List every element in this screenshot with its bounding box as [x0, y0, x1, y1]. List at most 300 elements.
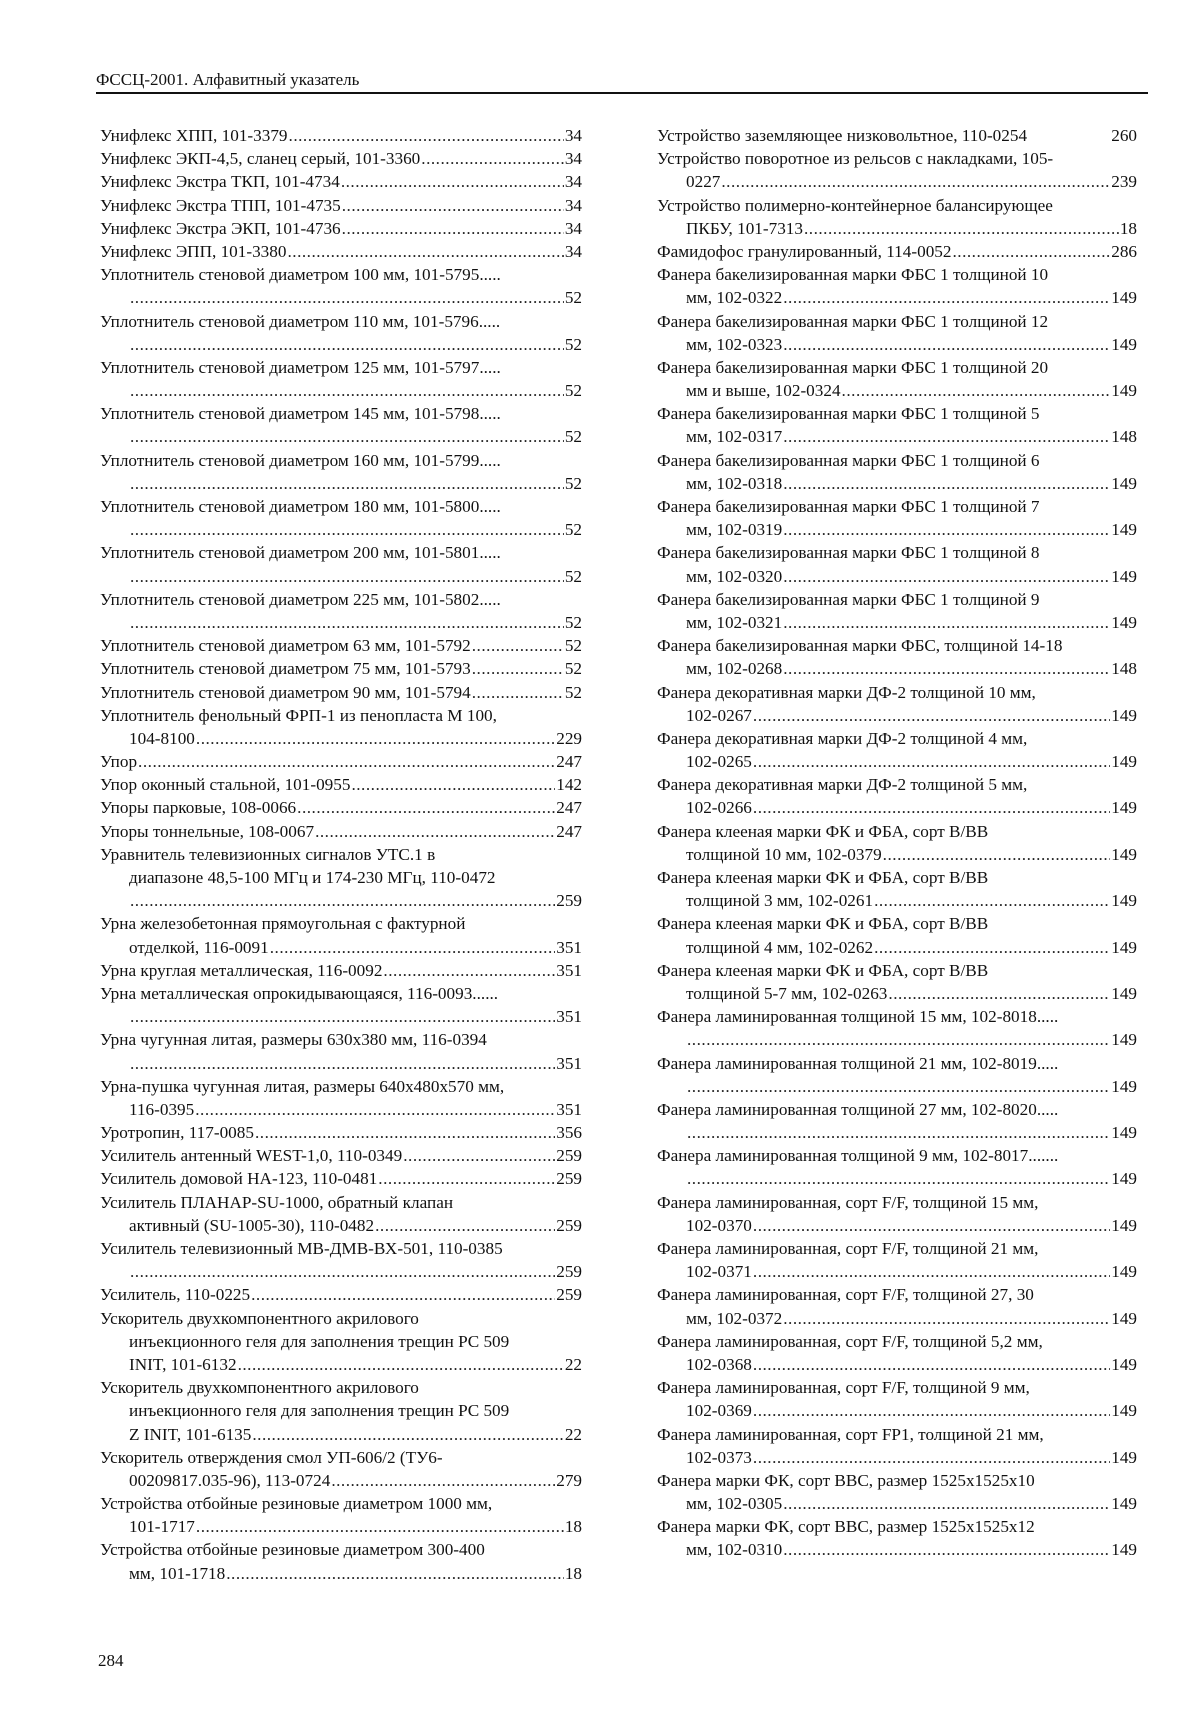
index-entry-line: [100, 704, 582, 727]
index-entry: [100, 240, 582, 263]
index-entry: [657, 1144, 1137, 1190]
index-entry-text: 0227: [686, 172, 721, 192]
index-page-ref: 247: [556, 798, 582, 818]
index-entry-line: [657, 170, 1137, 193]
index-entry-text: Фанера марки ФК, сорт ВВС, размер 1525х1525х12: [657, 1517, 1035, 1537]
index-entry: [100, 124, 582, 147]
index-entry-text: Фанера ламинированная толщиной 15 мм, 102-8018.....: [657, 1007, 1059, 1027]
index-entry-text: Усилитель телевизионный МВ-ДМВ-ВХ-501, 110-0385: [100, 1239, 503, 1258]
index-page-ref: 34: [564, 126, 582, 145]
dot-leader: [130, 1005, 555, 1028]
index-page-ref: 52: [564, 334, 582, 354]
index-entry: [657, 310, 1137, 356]
index-entry: [657, 959, 1137, 1005]
dot-leader: [874, 889, 1110, 912]
index-entry-text: Уплотнитель стеновой диаметром 110 мм, 101-5796.....: [100, 311, 501, 331]
index-entry-line: [657, 912, 1137, 935]
dot-leader: [472, 634, 564, 657]
index-entry-text: Уротропин, 117-0085: [100, 1123, 254, 1143]
index-entry-text: мм и выше, 102-0324: [686, 381, 841, 401]
index-entry-text: Фамидофос гранулированный, 114-0052: [657, 241, 952, 261]
index-entry-line: [100, 1005, 582, 1028]
index-entry: [657, 240, 1137, 263]
index-entry-text: Фанера бакелизированная марки ФБС 1 толщиной 5: [657, 404, 1040, 424]
index-entry-line: [657, 425, 1137, 448]
index-entry-text: Унифлекс ХПП, 101-3379: [100, 126, 288, 145]
dot-leader: [783, 472, 1110, 495]
index-entry: [100, 588, 582, 634]
index-entry-text: 102-0369: [686, 1401, 752, 1421]
index-page-ref: 149: [1111, 1494, 1137, 1514]
index-page-ref: 149: [1111, 1076, 1137, 1096]
index-entry-line: [657, 796, 1137, 819]
dot-leader: [888, 982, 1110, 1005]
index-entry-line: [657, 147, 1137, 170]
index-entry: [100, 495, 582, 541]
index-page-ref: 18: [1119, 218, 1137, 238]
index-entry-line: [657, 1399, 1137, 1422]
dot-leader: [130, 379, 564, 402]
index-entry-text: Фанера декоративная марки ДФ-2 толщиной 10 мм,: [657, 682, 1036, 702]
index-page-ref: 34: [564, 241, 582, 261]
index-entry-line: [657, 1515, 1137, 1538]
dot-leader: [804, 217, 1119, 240]
dot-leader: [130, 286, 564, 309]
index-entry-text: Фанера ламинированная, сорт F/F, толщиной 21 мм,: [657, 1239, 1039, 1258]
index-entry-line: [100, 1121, 582, 1144]
index-entry: [100, 796, 582, 819]
dot-leader: [238, 1353, 564, 1376]
index-entry-text: Фанера ламинированная толщиной 9 мм, 102-8017.......: [657, 1146, 1059, 1166]
index-entry-line: [657, 681, 1137, 704]
index-entry-line: [657, 1167, 1137, 1190]
index-entry: [100, 541, 582, 587]
dot-leader: [753, 704, 1110, 727]
index-entry: [657, 147, 1137, 193]
index-page-ref: 149: [1111, 1354, 1137, 1374]
dot-leader: [783, 425, 1110, 448]
dot-leader: [342, 217, 564, 240]
index-entry: [100, 750, 582, 773]
dot-leader: [255, 1121, 555, 1144]
index-page-ref: 52: [564, 381, 582, 401]
dot-leader: [753, 1399, 1110, 1422]
index-entry-line: [100, 240, 582, 263]
index-entry-text: толщиной 3 мм, 102-0261: [686, 891, 874, 911]
index-entry: [657, 866, 1137, 912]
index-page-ref: 149: [1111, 1308, 1137, 1328]
index-page-ref: 52: [564, 427, 582, 447]
index-entry: [100, 194, 582, 217]
index-entry: [100, 634, 582, 657]
index-entry-text: мм, 102-0317: [686, 427, 783, 447]
index-entry: [100, 402, 582, 448]
index-entry-text: Устройство заземляющее низковольтное, 110-0254: [657, 126, 1028, 145]
index-entry-line: [657, 1446, 1137, 1469]
index-page-ref: 149: [1111, 844, 1137, 864]
index-entry-line: [657, 1052, 1137, 1075]
index-entry-line: [100, 1191, 582, 1214]
index-page-ref: 149: [1111, 983, 1137, 1003]
dot-leader: [342, 194, 564, 217]
index-entry-text: Уравнитель телевизионных сигналов УТС.1 в: [100, 844, 436, 864]
dot-leader: [226, 1562, 564, 1585]
index-entry-text: 102-0266: [686, 798, 752, 818]
index-page-ref: 18: [564, 1517, 582, 1537]
index-entry-line: [657, 866, 1137, 889]
index-entry-text: Урна железобетонная прямоугольная с фактурной: [100, 914, 466, 934]
index-entry: [100, 170, 582, 193]
index-entry-line: [657, 1121, 1137, 1144]
index-entry-line: [100, 796, 582, 819]
index-entry-line: [100, 912, 582, 935]
dot-leader: [472, 681, 564, 704]
index-page-ref: 259: [556, 1215, 582, 1235]
index-entry-text: Уплотнитель стеновой диаметром 145 мм, 101-5798.....: [100, 404, 501, 424]
index-entry-text: Унифлекс Экстра ТПП, 101-4735: [100, 195, 341, 215]
dot-leader: [753, 796, 1110, 819]
index-page-ref: 52: [564, 473, 582, 493]
index-entry: [657, 495, 1137, 541]
index-entry: [657, 912, 1137, 958]
index-entry-line: [100, 1330, 582, 1353]
index-entry: [657, 194, 1137, 240]
dot-leader: [783, 518, 1110, 541]
index-entry-line: [100, 565, 582, 588]
index-page-ref: 142: [556, 775, 582, 795]
index-page-ref: 149: [1111, 1030, 1137, 1050]
index-page-ref: 356: [556, 1123, 582, 1143]
index-entry-text: 102-0267: [686, 705, 752, 725]
index-entry-text: Ускоритель двухкомпонентного акрилового: [100, 1378, 419, 1398]
index-entry-text: Фанера бакелизированная марки ФБС 1 толщиной 9: [657, 589, 1040, 609]
index-entry-text: мм, 102-0305: [686, 1494, 783, 1514]
index-entry-line: [657, 820, 1137, 843]
index-entry-text: мм, 102-0320: [686, 566, 783, 586]
index-entry-text: Урна чугунная литая, размеры 630х380 мм, 116-0394: [100, 1030, 487, 1050]
index-entry-text: Фанера декоративная марки ДФ-2 толщиной 5 мм,: [657, 775, 1028, 795]
index-entry-text: Уплотнитель стеновой диаметром 75 мм, 101-5793: [100, 659, 471, 679]
dot-leader: [195, 1098, 555, 1121]
index-entry: [100, 310, 582, 356]
index-entry-text: Фанера бакелизированная марки ФБС 1 толщиной 10: [657, 265, 1049, 285]
index-entry: [100, 1376, 582, 1446]
index-entry-text: мм, 102-0322: [686, 288, 783, 308]
index-entry-text: Ускоритель отверждения смол УП-606/2 (ТУ6-: [100, 1447, 443, 1467]
index-entry-text: 104-8100: [129, 728, 195, 748]
dot-leader: [130, 1260, 555, 1283]
index-page-ref: 52: [564, 682, 582, 702]
dot-leader: [341, 170, 564, 193]
index-entry-line: [100, 1353, 582, 1376]
index-entry: [100, 1144, 582, 1167]
index-entry-text: 00209817.035-96), 113-0724: [129, 1470, 331, 1490]
index-entry-text: толщиной 5-7 мм, 102-0263: [686, 983, 888, 1003]
index-entry-line: [100, 1446, 582, 1469]
index-entry-line: [657, 356, 1137, 379]
index-entry-text: Уплотнитель стеновой диаметром 125 мм, 101-5797.....: [100, 357, 501, 377]
dot-leader: [375, 1214, 555, 1237]
index-entry-text: Фанера бакелизированная марки ФБС 1 толщиной 20: [657, 357, 1049, 377]
index-page-ref: 149: [1111, 1123, 1137, 1143]
index-entry-line: [657, 1423, 1137, 1446]
index-entry-line: [657, 1330, 1137, 1353]
dot-leader: [753, 750, 1110, 773]
index-entry-line: [100, 1144, 582, 1167]
index-page-ref: 259: [556, 891, 582, 911]
index-page-ref: 351: [556, 1099, 582, 1119]
page-number: 284: [98, 1651, 124, 1670]
index-page-ref: 149: [1111, 1169, 1137, 1189]
dot-leader: [783, 657, 1110, 680]
index-entry-text: 116-0395: [129, 1099, 195, 1119]
index-entry-line: [657, 1191, 1137, 1214]
dot-leader: [783, 1492, 1110, 1515]
index-entry-line: [657, 1538, 1137, 1561]
dot-leader: [783, 1307, 1110, 1330]
index-entry-text: 102-0265: [686, 752, 752, 772]
index-entry: [100, 1121, 582, 1144]
index-entry-text: Устройство полимерно-контейнерное балансирующее: [657, 195, 1053, 215]
index-page-ref: 52: [564, 288, 582, 308]
index-entry-line: [657, 1214, 1137, 1237]
index-entry-line: [100, 1028, 582, 1051]
index-entry-text: Устройства отбойные резиновые диаметром 300-400: [100, 1540, 485, 1560]
dot-leader: [251, 1283, 555, 1306]
dot-leader: [138, 750, 555, 773]
index-entry-line: [657, 240, 1137, 263]
index-entry-line: [657, 449, 1137, 472]
index-page-ref: 34: [564, 195, 582, 215]
index-entry-text: Уплотнитель стеновой диаметром 225 мм, 101-5802.....: [100, 589, 501, 609]
index-entry-line: [657, 379, 1137, 402]
index-page-ref: 149: [1111, 752, 1137, 772]
index-entry-text: Фанера бакелизированная марки ФБС 1 толщиной 6: [657, 450, 1040, 470]
index-entry-line: [100, 820, 582, 843]
dot-leader: [783, 565, 1110, 588]
dot-leader: [287, 240, 563, 263]
index-entry: [657, 1515, 1137, 1561]
index-entry: [657, 1052, 1137, 1098]
index-entry-text: Фанера ламинированная, сорт F/F, толщиной 27, 30: [657, 1285, 1034, 1305]
index-entry-line: [100, 147, 582, 170]
index-entry-text: мм, 102-0319: [686, 520, 783, 540]
dot-leader: [721, 170, 1110, 193]
dot-leader: [687, 1028, 1110, 1051]
index-entry-line: [100, 310, 582, 333]
index-entry-line: [657, 588, 1137, 611]
index-page-ref: 259: [556, 1146, 582, 1166]
index-entry-text: Унифлекс Экстра ТКП, 101-4734: [100, 172, 340, 192]
index-entry-line: [100, 356, 582, 379]
dot-leader: [252, 1423, 563, 1446]
index-page-ref: 148: [1111, 659, 1137, 679]
dot-leader: [383, 959, 555, 982]
index-page-ref: 52: [564, 566, 582, 586]
index-entry-text: Упоры тоннельные, 108-0067: [100, 821, 315, 841]
dot-leader: [315, 820, 555, 843]
index-entry-line: [657, 634, 1137, 657]
index-entry-text: мм, 102-0310: [686, 1540, 783, 1560]
index-entry-text: Урна металлическая опрокидывающаяся, 116-0093......: [100, 983, 499, 1003]
index-entry-line: [657, 1028, 1137, 1051]
index-entry: [657, 356, 1137, 402]
index-page-ref: 149: [1111, 705, 1137, 725]
index-page-ref: 22: [564, 1354, 582, 1374]
index-entry: [100, 773, 582, 796]
index-entry-text: 102-0370: [686, 1215, 752, 1235]
index-entry-text: Уплотнитель фенольный ФРП-1 из пенопласта М 100,: [100, 705, 497, 725]
index-entry-text: мм, 102-0323: [686, 334, 783, 354]
index-entry-line: [657, 982, 1137, 1005]
index-entry-line: [100, 472, 582, 495]
index-entry: [100, 1237, 582, 1283]
index-page-ref: 149: [1111, 1447, 1137, 1467]
index-entry-line: [100, 1075, 582, 1098]
index-entry-line: [100, 1469, 582, 1492]
index-page-ref: 52: [564, 636, 582, 656]
dot-leader: [687, 1167, 1110, 1190]
running-header: ФССЦ-2001. Алфавитный указатель: [96, 70, 360, 89]
index-page-ref: 351: [556, 1053, 582, 1073]
index-entry-line: [100, 750, 582, 773]
index-entry-line: [100, 286, 582, 309]
left-index-column: [100, 124, 582, 1585]
index-page-ref: 52: [564, 659, 582, 679]
index-entry-line: [100, 194, 582, 217]
index-page-ref: 149: [1111, 798, 1137, 818]
index-entry-text: 102-0373: [686, 1447, 752, 1467]
index-entry-line: [100, 379, 582, 402]
index-entry: [100, 1283, 582, 1306]
index-entry: [100, 704, 582, 750]
index-entry: [657, 1330, 1137, 1376]
index-entry: [100, 1167, 582, 1190]
dot-leader: [130, 1052, 555, 1075]
dot-leader: [472, 657, 564, 680]
index-entry-text: Фанера ламинированная, сорт FP1, толщиной 21 мм,: [657, 1424, 1044, 1444]
index-entry: [657, 1423, 1137, 1469]
dot-leader: [952, 240, 1110, 263]
dot-leader: [196, 727, 555, 750]
dot-leader: [753, 1353, 1110, 1376]
index-entry: [100, 657, 582, 680]
index-page-ref: 149: [1111, 1215, 1137, 1235]
index-entry-line: [657, 1144, 1137, 1167]
index-entry-text: Фанера ламинированная, сорт F/F, толщиной 15 мм,: [657, 1192, 1039, 1212]
index-entry-text: Фанера клееная марки ФК и ФБА, сорт В/ВВ: [657, 914, 989, 934]
index-page-ref: 259: [556, 1169, 582, 1189]
index-page-ref: 351: [556, 937, 582, 957]
index-entry-line: [100, 1098, 582, 1121]
dot-leader: [753, 1260, 1110, 1283]
index-entry-text: Унифлекс Экстра ЭКП, 101-4736: [100, 218, 341, 238]
index-entry-text: Фанера декоративная марки ДФ-2 толщиной 4 мм,: [657, 728, 1028, 748]
dot-leader: [130, 472, 564, 495]
index-entry: [100, 959, 582, 982]
dot-leader: [403, 1144, 555, 1167]
index-page-ref: 149: [1111, 381, 1137, 401]
index-entry-line: [657, 889, 1137, 912]
index-entry-line: [100, 124, 582, 147]
index-entry-line: [657, 310, 1137, 333]
index-entry-text: Уплотнитель стеновой диаметром 100 мм, 101-5795.....: [100, 265, 501, 285]
index-entry-text: Урна круглая металлическая, 116-0092: [100, 960, 383, 980]
index-entry-line: [100, 889, 582, 912]
index-entry-line: [100, 1283, 582, 1306]
index-entry-line: [657, 518, 1137, 541]
index-page-ref: 259: [556, 1285, 582, 1305]
index-entry-line: [100, 1399, 582, 1422]
dot-leader: [130, 889, 555, 912]
dot-leader: [351, 773, 555, 796]
index-entry-text: Фанера бакелизированная марки ФБС, толщиной 14-18: [657, 636, 1063, 656]
index-entry-line: [657, 1005, 1137, 1028]
index-entry-text: инъекционного геля для заполнения трещин PC 509: [129, 1331, 510, 1351]
index-entry: [100, 843, 582, 913]
index-entry-line: [100, 1052, 582, 1075]
index-entry-text: Фанера марки ФК, сорт ВВС, размер 1525х1525х10: [657, 1470, 1035, 1490]
index-entry: [657, 634, 1137, 680]
index-entry: [657, 1191, 1137, 1237]
index-entry: [657, 588, 1137, 634]
index-entry-text: Фанера бакелизированная марки ФБС 1 толщиной 7: [657, 497, 1040, 516]
index-entry: [100, 217, 582, 240]
index-entry-line: [657, 1307, 1137, 1330]
index-entry-line: [657, 611, 1137, 634]
dot-leader: [783, 611, 1110, 634]
index-entry: [100, 1538, 582, 1584]
index-entry-text: Упор: [100, 752, 138, 772]
index-entry-line: [100, 425, 582, 448]
index-entry-line: [100, 657, 582, 680]
index-entry: [100, 1075, 582, 1121]
index-entry-text: Упоры парковые, 108-0066: [100, 798, 297, 818]
index-entry: [100, 1446, 582, 1492]
index-entry-line: [657, 1283, 1137, 1306]
dot-leader: [874, 936, 1110, 959]
index-entry-line: [657, 750, 1137, 773]
index-entry-line: [657, 773, 1137, 796]
index-page-ref: 149: [1111, 334, 1137, 354]
index-entry-line: [100, 1260, 582, 1283]
index-entry-text: Фанера бакелизированная марки ФБС 1 толщиной 8: [657, 543, 1040, 563]
index-entry-line: [657, 936, 1137, 959]
index-page-ref: 351: [556, 960, 582, 980]
header-rule: [96, 92, 1148, 94]
index-page-ref: 149: [1111, 937, 1137, 957]
index-entry: [100, 912, 582, 958]
index-entry-line: [100, 588, 582, 611]
index-entry-line: [657, 959, 1137, 982]
index-entry-line: [657, 843, 1137, 866]
index-entry: [100, 681, 582, 704]
index-entry-text: Фанера клееная марки ФК и ФБА, сорт В/ВВ: [657, 960, 989, 980]
index-entry-line: [100, 402, 582, 425]
index-entry-line: [657, 472, 1137, 495]
index-entry-line: [657, 263, 1137, 286]
dot-leader: [883, 843, 1111, 866]
index-entry-line: [657, 1075, 1137, 1098]
index-entry-line: [100, 217, 582, 240]
dot-leader: [130, 333, 564, 356]
dot-leader: [196, 1515, 564, 1538]
index-entry: [657, 1376, 1137, 1422]
index-entry-text: Фанера бакелизированная марки ФБС 1 толщиной 12: [657, 311, 1049, 331]
dot-leader: [331, 1469, 555, 1492]
index-page-ref: 229: [556, 728, 582, 748]
index-entry-line: [100, 843, 582, 866]
